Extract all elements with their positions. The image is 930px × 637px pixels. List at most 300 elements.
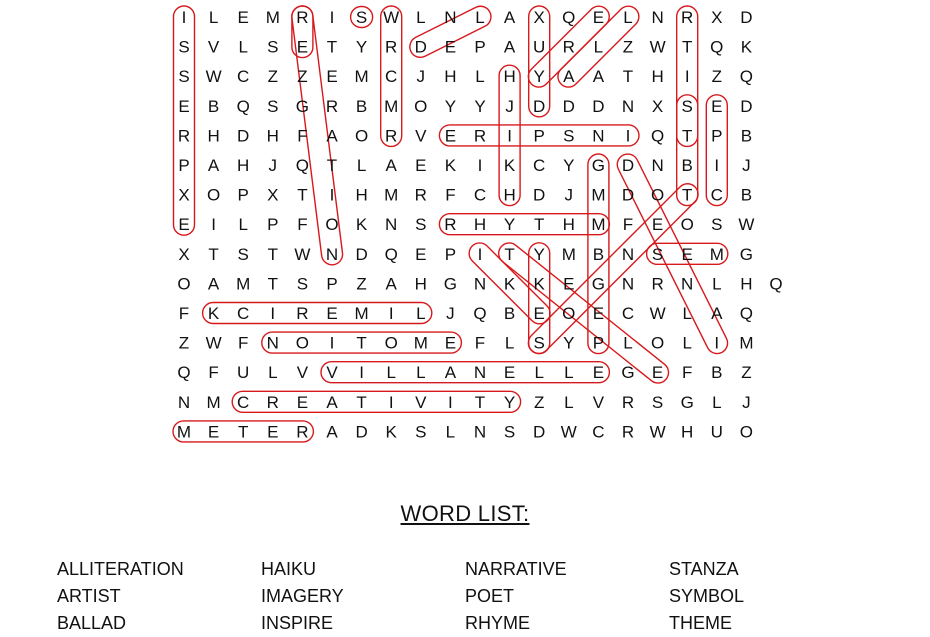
grid-letter: L [356,156,367,175]
grid-letter: P [326,274,338,294]
word-list-column-2 [261,556,344,637]
grid-letter: T [356,333,367,353]
grid-letter: D [533,96,546,116]
grid-letter: N [325,244,339,264]
grid-letter: O [384,333,398,353]
grid-letter: R [296,422,309,442]
grid-letter: B [503,304,516,323]
grid-letter: R [473,126,487,146]
grid-letter: D [740,8,753,27]
grid-letter: T [534,215,545,235]
grid-letter: D [562,96,575,116]
grid-letter: Y [533,244,545,264]
grid-letter: H [237,156,250,175]
grid-letter: D [237,126,250,146]
grid-letter: S [355,8,368,27]
grid-letter: N [473,274,487,294]
grid-letter: E [207,422,220,442]
word-list-item: SYMBOL [669,586,745,606]
grid-letter: R [651,274,664,294]
word-list-item: RHYME [465,613,531,633]
grid-letter: O [354,126,369,146]
grid-letter: R [414,185,427,205]
grid-letter: T [474,392,486,412]
grid-letter: I [477,156,483,175]
grid-letter: D [592,96,605,116]
grid-letter: S [503,422,516,442]
grid-letter: R [385,126,398,146]
grid-letter: Q [710,37,724,57]
grid-letter: J [505,96,514,116]
grid-letter: K [207,304,220,323]
grid-letter: H [266,126,279,146]
grid-letter: X [267,185,279,205]
grid-letter: S [563,126,575,146]
grid-letter: J [268,156,278,175]
grid-letter: L [268,363,278,383]
grid-letter: R [177,126,191,146]
grid-letter: B [740,185,753,205]
grid-letter: R [266,392,279,412]
grid-letter: W [649,37,666,57]
grid-letter: N [621,96,635,116]
grid-letter: P [444,244,457,264]
grid-letter: J [446,304,455,323]
grid-letter: F [622,215,634,235]
grid-letter: F [445,185,456,205]
grid-letter: E [296,392,309,412]
grid-letter: Z [356,274,367,294]
grid-letter: T [682,126,693,146]
grid-letter: L [682,304,692,323]
grid-letter: D [355,422,368,442]
grid-letter: Q [650,126,665,146]
grid-letter: O [177,274,191,294]
grid-letter: T [238,422,249,442]
grid-letter: A [207,274,220,294]
grid-letter: H [740,274,753,294]
grid-letter: M [591,185,606,205]
grid-letter: U [533,37,546,57]
grid-letter: K [355,215,368,235]
grid-letter: P [533,126,545,146]
grid-letter: E [326,304,338,323]
grid-letter: E [592,304,605,323]
grid-letter: C [533,156,546,175]
grid-letter: L [623,333,633,353]
grid-letter: W [205,333,222,353]
grid-letter: V [592,392,605,412]
grid-letter: I [714,333,720,353]
grid-letter: I [329,185,335,205]
grid-letter: Z [741,363,752,383]
grid-letter: S [711,215,723,235]
grid-letter: A [326,422,338,442]
grid-letter: W [294,244,311,264]
grid-letter: Z [267,67,278,87]
grid-letter: O [295,333,310,353]
grid-letter: S [651,244,664,264]
grid-letter: W [649,422,666,442]
grid-letter: D [621,156,635,175]
grid-letter: A [326,392,338,412]
grid-letter: Y [355,37,368,57]
grid-letter: O [739,422,754,442]
grid-letter: S [681,96,693,116]
grid-letter: U [710,422,723,442]
grid-letter: L [208,8,219,27]
grid-letter: K [740,37,753,57]
grid-letter: L [386,363,396,383]
grid-letter: J [416,67,426,87]
grid-letter: S [178,37,190,57]
grid-letter: S [415,215,427,235]
grid-letter: L [593,37,604,57]
grid-letter: N [473,422,487,442]
grid-letter: Q [473,304,487,323]
grid-letter: E [533,304,545,323]
grid-letter: Z [534,392,545,412]
grid-letter: C [473,185,487,205]
grid-letter: X [178,185,190,205]
grid-letter: Q [769,274,783,294]
grid-letter: F [297,215,308,235]
word-list-item: HAIKU [261,559,317,579]
grid-letter: E [444,333,457,353]
grid-letter: B [592,244,605,264]
grid-letter: E [563,274,575,294]
grid-letter: E [711,96,723,116]
grid-letter: E [237,8,249,27]
grid-letter: F [238,333,249,353]
grid-letter: T [326,156,338,175]
grid-letter: R [325,96,339,116]
grid-letter: L [416,363,426,383]
word-list-item: INSPIRE [261,613,334,633]
grid-letter: K [533,274,545,294]
grid-letter: R [621,422,635,442]
grid-letter: P [474,37,486,57]
grid-letter: M [561,244,576,264]
word-list-item: THEME [669,613,732,633]
grid-letter: E [444,126,457,146]
grid-letter: A [385,274,397,294]
grid-letter: E [444,37,457,57]
grid-letter: M [206,392,221,412]
grid-letter: K [385,422,397,442]
grid-letter: L [564,392,574,412]
grid-letter: F [178,304,190,323]
grid-letter: M [591,215,606,235]
grid-letter: A [503,8,516,27]
grid-letter: I [329,8,335,27]
grid-letter: N [592,126,605,146]
grid-letter: O [562,304,576,323]
grid-letter: R [385,37,398,57]
grid-letter: I [181,8,187,27]
grid-letter: S [415,422,427,442]
grid-letter: D [533,422,546,442]
grid-letter: L [238,37,248,57]
grid-letter: Q [739,304,754,323]
grid-letter: D [621,185,635,205]
grid-letter: V [415,126,427,146]
grid-letter: J [564,185,574,205]
grid-letter: D [740,96,753,116]
grid-letter: F [682,363,693,383]
word-list-column-4 [669,556,744,637]
grid-letter: S [267,96,279,116]
grid-letter: H [562,215,575,235]
grid-letter: L [416,304,426,323]
grid-letter: M [739,333,754,353]
grid-letter: I [625,126,631,146]
grid-letter: O [650,185,665,205]
grid-letter: A [503,37,516,57]
grid-letter: D [533,185,546,205]
grid-letter: Y [563,156,575,175]
grid-letter: N [621,244,635,264]
grid-letter: L [475,8,485,27]
grid-letter: D [355,244,368,264]
grid-letter: E [651,363,664,383]
grid-letter: S [237,244,249,264]
grid-letter: S [651,392,664,412]
grid-letter: T [682,37,693,57]
grid-letter: N [473,363,487,383]
grid-letter: L [564,363,574,383]
word-list-column-3 [465,556,567,637]
word-list-item: BALLAD [57,613,127,633]
grid-letter: Q [739,67,754,87]
grid-letter: B [711,363,723,383]
grid-letter: F [208,363,219,383]
grid-letter: I [684,67,690,87]
grid-letter: T [356,392,367,412]
grid-letter: A [326,126,338,146]
word-list-title: WORD LIST: [400,501,530,526]
grid-letter: Q [177,363,191,383]
grid-letter: N [651,156,664,175]
grid-letter: C [592,422,605,442]
grid-letter: P [592,333,605,353]
grid-letter: I [507,126,512,146]
grid-letter: P [237,185,249,205]
grid-letter: Q [295,156,310,175]
grid-letter: X [651,96,664,116]
grid-letter: E [592,363,605,383]
grid-letter: Y [503,215,516,235]
grid-letter: L [238,215,248,235]
grid-letter: T [267,244,278,264]
grid-letter: L [712,274,722,294]
grid-letter: A [207,156,220,175]
grid-letter: D [414,37,427,57]
grid-letter: W [649,304,666,323]
grid-letter: K [444,156,457,175]
grid-letter: L [445,422,456,442]
grid-letter: I [329,333,335,353]
grid-letter: R [621,392,635,412]
grid-letter: P [178,156,190,175]
grid-letter: C [237,304,250,323]
grid-letter: U [237,363,250,383]
grid-letter: E [415,156,427,175]
grid-letter: O [325,215,339,235]
grid-letter: Z [297,67,308,87]
grid-letter: G [680,392,694,412]
grid-letter: R [444,215,457,235]
grid-letter: Q [562,8,576,27]
grid-letter: M [236,274,251,294]
grid-letter: R [562,37,575,57]
grid-letter: Y [563,333,575,353]
grid-letter: X [711,8,723,27]
grid-letter: E [178,215,190,235]
grid-letter: K [503,274,516,294]
grid-letter: H [444,67,457,87]
word-list-item: ARTIST [57,586,121,606]
grid-letter: Z [178,333,190,353]
grid-letter: H [681,422,694,442]
grid-letter: Z [711,67,722,87]
grid-letter: X [178,244,190,264]
grid-letter: S [267,37,279,57]
word-highlight-oval [524,179,702,357]
grid-letter: N [385,215,398,235]
grid-letter: N [681,274,694,294]
grid-letter: F [297,126,308,146]
word-list-item: IMAGERY [261,586,344,606]
grid-letter: I [388,392,394,412]
grid-letter: N [266,333,279,353]
grid-letter: Z [622,37,634,57]
grid-letter: G [443,274,458,294]
grid-letter: I [270,304,276,323]
grid-letter: B [355,96,368,116]
grid-letter: E [415,244,427,264]
grid-letter: N [621,274,635,294]
grid-letter: A [592,67,605,87]
grid-letter: M [354,67,369,87]
grid-letter: P [267,215,279,235]
grid-letter: T [682,185,693,205]
grid-letter: Y [474,96,486,116]
word-highlight-oval [439,214,609,235]
grid-letter: O [206,185,221,205]
word-list-item: STANZA [669,559,739,579]
grid-letter: C [621,304,635,323]
grid-letter: H [355,185,368,205]
grid-letter: P [711,126,723,146]
grid-letter: I [448,392,453,412]
grid-letter: T [504,244,515,264]
grid-letter: Y [503,392,516,412]
letter-grid [177,8,783,441]
grid-letter: I [714,156,720,175]
grid-letter: E [592,8,605,27]
grid-letter: R [681,8,694,27]
grid-letter: G [591,156,606,175]
grid-letter: W [383,8,400,27]
grid-letter: V [415,392,427,412]
grid-letter: V [326,363,338,383]
grid-letter: J [742,392,751,412]
grid-letter: G [295,96,310,116]
grid-letter: S [533,333,545,353]
grid-letter: T [208,244,219,264]
grid-letter: C [385,67,398,87]
grid-letter: T [326,37,338,57]
grid-letter: Y [444,96,457,116]
grid-letter: B [681,156,693,175]
grid-letter: L [504,333,515,353]
grid-letter: Y [533,67,545,87]
grid-letter: M [384,96,399,116]
grid-letter: E [178,96,190,116]
grid-letter: E [503,363,516,383]
grid-letter: N [444,8,457,27]
grid-letter: M [709,244,724,264]
grid-letter: G [591,274,606,294]
grid-letter: I [388,304,394,323]
grid-letter: L [475,67,485,87]
grid-letter: S [178,67,190,87]
grid-letter: T [622,67,634,87]
grid-letter: I [359,363,364,383]
grid-letter: C [237,67,250,87]
grid-letter: B [740,126,753,146]
grid-letter: I [477,244,483,264]
grid-letter: Q [236,96,250,116]
grid-letter: L [416,8,426,27]
grid-letter: T [297,185,308,205]
word-list-item: POET [465,586,515,606]
grid-letter: A [444,363,457,383]
grid-letter: Q [384,244,398,264]
grid-letter: A [711,304,723,323]
grid-letter: T [267,274,278,294]
grid-letter: H [503,67,516,87]
grid-letter: H [414,274,427,294]
grid-letter: I [211,215,216,235]
grid-letter: N [651,8,664,27]
grid-letter: R [296,304,309,323]
grid-letter: L [534,363,544,383]
grid-letter: A [563,67,575,87]
grid-letter: L [712,392,722,412]
grid-letter: W [738,215,755,235]
grid-letter: M [265,8,280,27]
grid-letter: H [651,67,664,87]
grid-letter: X [533,8,545,27]
grid-letter: C [710,185,723,205]
grid-letter: E [681,244,693,264]
grid-letter: R [296,8,309,27]
grid-letter: H [207,126,220,146]
grid-letter: M [413,333,428,353]
grid-letter: V [207,37,220,57]
grid-letter: M [384,185,399,205]
grid-letter: E [267,422,279,442]
grid-letter: H [503,185,516,205]
grid-letter: E [326,67,338,87]
grid-letter: H [473,215,487,235]
word-list-item: ALLITERATION [57,559,184,579]
grid-letter: O [650,333,665,353]
grid-letter: A [385,156,397,175]
grid-letter: O [680,215,694,235]
